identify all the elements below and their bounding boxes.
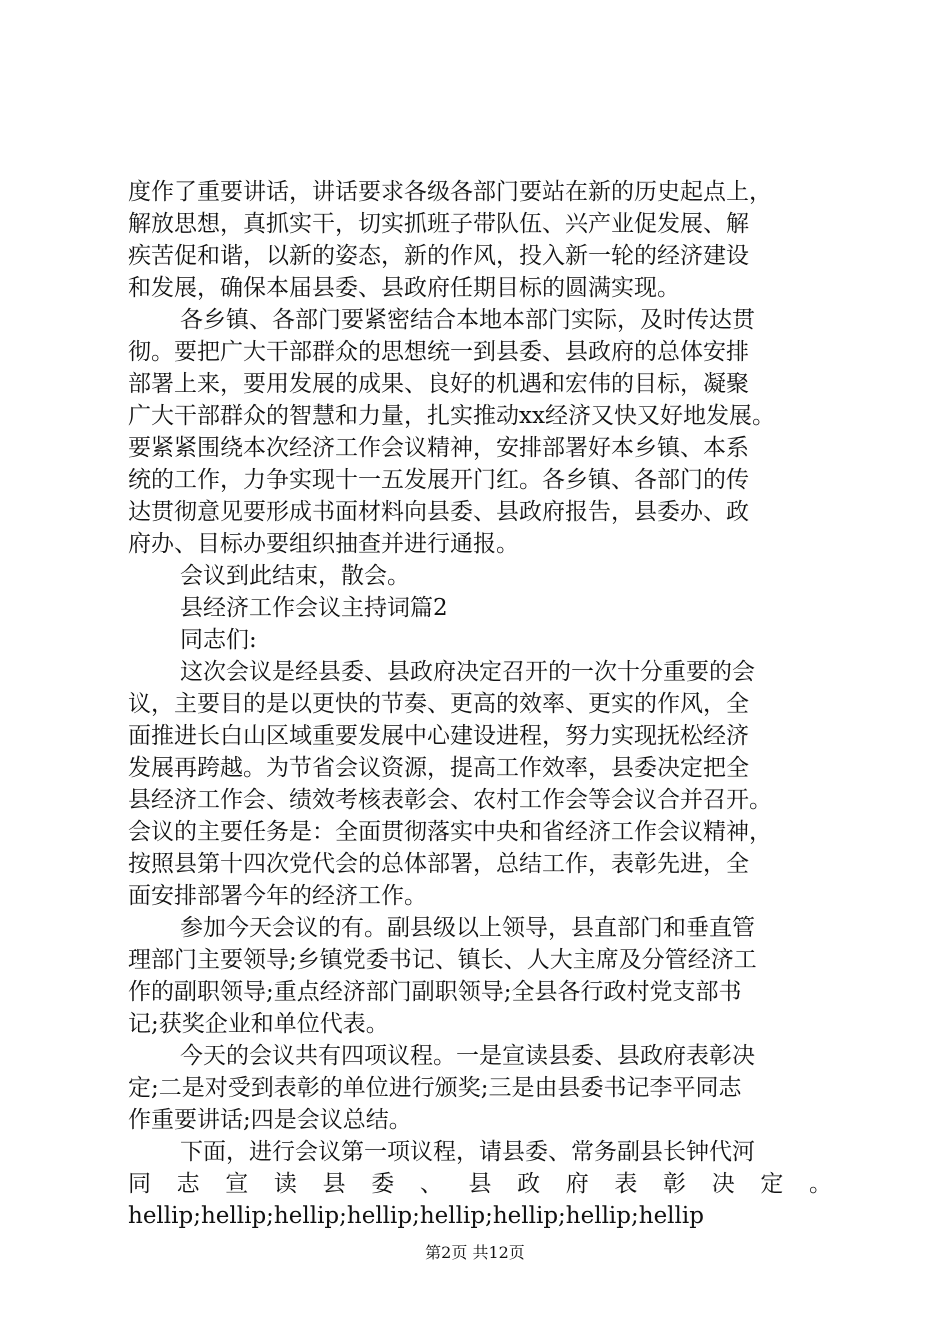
justified-char: 委 bbox=[371, 1171, 395, 1197]
justified-char: 同 bbox=[128, 1171, 151, 1197]
ellipsis-line: hellip;hellip;hellip;hellip;hellip;hellip;hellip;hellip bbox=[128, 1203, 704, 1229]
justified-char: 读 bbox=[273, 1171, 297, 1197]
paragraph-first-line: 下面，进行会议第一项议程，请县委、常务副县长钟代河 bbox=[180, 1139, 755, 1165]
text-line: 作的副职领导;重点经济部门副职领导;全县各行政村党支部书 bbox=[128, 979, 742, 1005]
text-line: 按照县第十四次党代会的总体部署，总结工作，表彰先进，全 bbox=[128, 851, 749, 877]
text-line: 府办、目标办要组织抽查并进行通报。 bbox=[128, 531, 519, 557]
page-footer: 第2页 共12页 bbox=[425, 1243, 525, 1262]
text-line: 彻。要把广大干部群众的思想统一到县委、县政府的总体安排 bbox=[128, 339, 749, 365]
text-line: 记;获奖企业和单位代表。 bbox=[128, 1011, 389, 1037]
text-line: 会议的主要任务是：全面贯彻落实中央和省经济工作会议精神， bbox=[128, 819, 772, 845]
justified-char: 府 bbox=[565, 1171, 589, 1197]
paragraph-first-line: 今天的会议共有四项议程。一是宣读县委、县政府表彰决 bbox=[180, 1043, 755, 1069]
justified-char: 、 bbox=[419, 1171, 443, 1197]
text-line: 作重要讲话;四是会议总结。 bbox=[128, 1107, 412, 1133]
text-line: 议，主要目的是以更快的节奏、更高的效率、更实的作风，全 bbox=[128, 691, 749, 717]
text-line: 统的工作，力争实现十一五发展开门红。各乡镇、各部门的传 bbox=[128, 467, 749, 493]
text-line: 面安排部署今年的经济工作。 bbox=[128, 883, 427, 909]
text-line: 度作了重要讲话，讲话要求各级各部门要站在新的历史起点上， bbox=[128, 179, 772, 205]
justified-char: 决 bbox=[711, 1171, 735, 1197]
section-title: 县经济工作会议主持词篇2 bbox=[180, 595, 448, 621]
text-line: 县经济工作会、绩效考核表彰会、农村工作会等会议合并召开。 bbox=[128, 787, 772, 813]
paragraph-first-line: 参加今天会议的有。副县级以上领导，县直部门和垂直管 bbox=[180, 915, 755, 941]
justified-char: 。 bbox=[808, 1171, 832, 1197]
text-line: 和发展，确保本届县委、县政府任期目标的圆满实现。 bbox=[128, 275, 680, 301]
justified-char: 县 bbox=[468, 1171, 492, 1197]
text-line: 定;二是对受到表彰的单位进行颁奖;三是由县委书记李平同志 bbox=[128, 1075, 742, 1101]
justified-char: 彰 bbox=[663, 1171, 687, 1197]
document-body bbox=[128, 176, 832, 1232]
justified-char: 县 bbox=[322, 1171, 346, 1197]
text-line: 达贯彻意见要形成书面材料向县委、县政府报告，县委办、政 bbox=[128, 499, 749, 525]
text-line: 发展再跨越。为节省会议资源，提高工作效率，县委决定把全 bbox=[128, 755, 749, 781]
justified-char: 宣 bbox=[225, 1171, 249, 1197]
paragraph-first-line: 各乡镇、各部门要紧密结合本地本部门实际，及时传达贯 bbox=[180, 307, 755, 333]
salutation: 同志们: bbox=[180, 627, 257, 653]
text-line: 面推进长白山区域重要发展中心建设进程，努力实现抚松经济 bbox=[128, 723, 749, 749]
text-line: 解放思想，真抓实干，切实抓班子带队伍、兴产业促发展、解 bbox=[128, 211, 749, 237]
justified-char: 政 bbox=[517, 1171, 541, 1197]
text-line: 疾苦促和谐，以新的姿态，新的作风，投入新一轮的经济建设 bbox=[128, 243, 749, 269]
justified-char: 志 bbox=[176, 1171, 200, 1197]
text-line: 要紧紧围绕本次经济工作会议精神，安排部署好本乡镇、本系 bbox=[128, 435, 749, 461]
text-line: 广大干部群众的智慧和力量，扎实推动xx经济又快又好地发展。 bbox=[128, 403, 775, 429]
text-line: 理部门主要领导;乡镇党委书记、镇长、人大主席及分管经济工 bbox=[128, 947, 757, 973]
justified-char: 表 bbox=[614, 1171, 638, 1197]
paragraph-first-line: 这次会议是经县委、县政府决定召开的一次十分重要的会 bbox=[180, 659, 755, 685]
closing-line: 会议到此结束，散会。 bbox=[180, 563, 410, 589]
justified-line bbox=[128, 1168, 832, 1200]
justified-char: 定 bbox=[760, 1171, 784, 1197]
text-line: 部署上来，要用发展的成果、良好的机遇和宏伟的目标，凝聚 bbox=[128, 371, 749, 397]
